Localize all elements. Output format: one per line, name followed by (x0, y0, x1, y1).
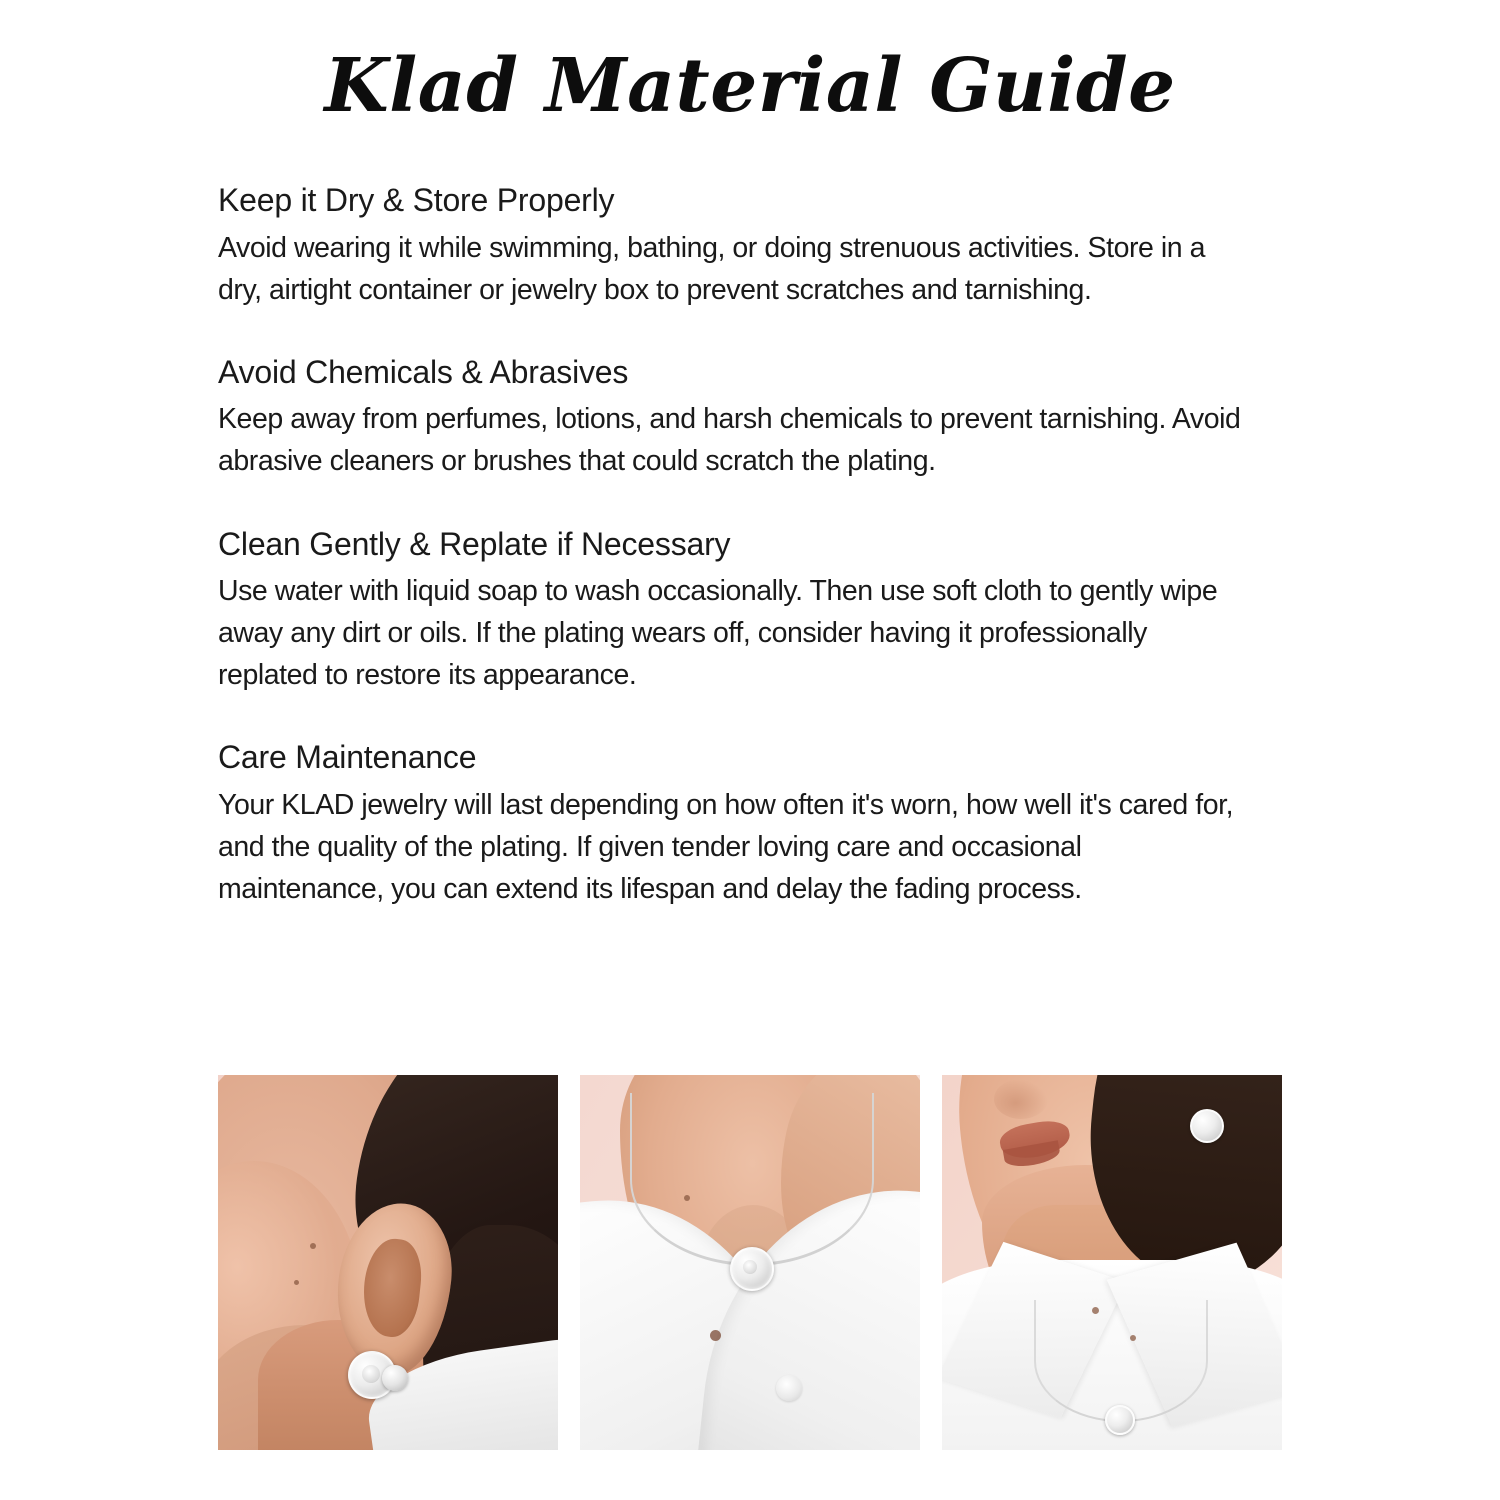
skin-mole (1130, 1335, 1136, 1341)
product-photo-gallery (218, 1075, 1282, 1450)
nose-shadow (994, 1079, 1048, 1119)
page-title: Klad Material Guide (324, 43, 1176, 129)
section-heading: Care Maintenance (218, 739, 477, 776)
skin-mole (710, 1330, 721, 1341)
model-wearing-earring-and-necklace-photo (942, 1075, 1282, 1450)
skin-mole (294, 1280, 299, 1285)
section-body: Keep away from perfumes, lotions, and harsh chemicals to prevent tarnishing. Avoid abrasive cleaners or brushes that could scratch the plating. (218, 403, 1241, 478)
necklace-chain-jewelry (630, 1093, 874, 1266)
section-care-maintenance (218, 736, 1280, 910)
second-stud-earring-jewelry (382, 1365, 408, 1391)
model-wearing-stud-earrings-photo (218, 1075, 558, 1450)
section-avoid-chemicals (218, 351, 1280, 483)
necklace-chain-jewelry (1034, 1300, 1208, 1422)
section-keep-it-dry (218, 179, 1280, 311)
section-body: Your KLAD jewelry will last depending on how often it's worn, how well it's cared for, and the quality of the plating. If given tender loving care and occasional maintenance, you can extend its lifespan and delay the fading process. (218, 788, 1234, 905)
shirt-button (776, 1375, 802, 1401)
skin-mole (1092, 1307, 1099, 1314)
inner-ear-shape (359, 1236, 425, 1339)
section-body: Avoid wearing it while swimming, bathing, or doing strenuous activities. Store in a dry, airtight container or jewelry box to prevent scratches and tarnishing. (218, 231, 1206, 306)
model-wearing-pendant-necklace-photo (580, 1075, 920, 1450)
guide-sections (0, 179, 1500, 910)
section-body: Use water with liquid soap to wash occasionally. Then use soft cloth to gently wipe away any dirt or oils. If the plating wears off, consider having it professionally replated to restore its appearance. (218, 574, 1218, 692)
necklace-pendant-jewelry (730, 1247, 774, 1291)
skin-mole (310, 1243, 316, 1249)
skin-mole (684, 1195, 690, 1201)
section-heading: Avoid Chemicals & Abrasives (218, 353, 629, 390)
necklace-pendant-jewelry (1105, 1405, 1135, 1435)
stud-earring-jewelry (1190, 1109, 1224, 1143)
section-heading: Keep it Dry & Store Properly (218, 182, 615, 219)
section-clean-gently (218, 523, 1280, 697)
section-heading: Clean Gently & Replate if Necessary (218, 525, 731, 562)
